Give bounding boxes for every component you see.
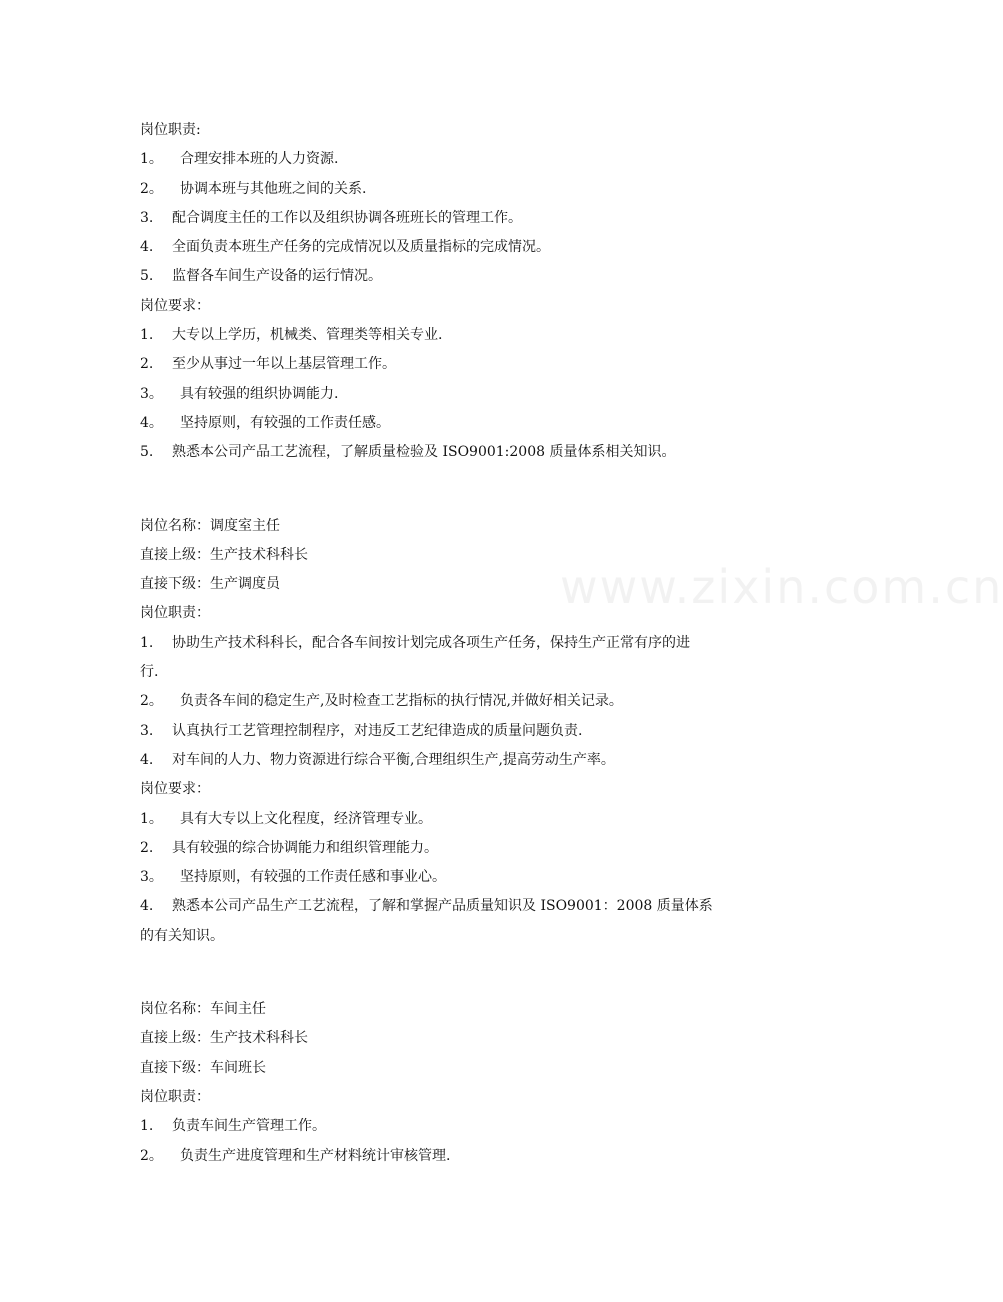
item-number: 4. xyxy=(140,751,154,768)
requirement-heading: 岗位要求： xyxy=(140,781,210,798)
item-text: 对车间的人力、物力资源进行综合平衡,合理组织生产,提高劳动生产率。 xyxy=(172,751,615,768)
item-text: 认真执行工艺管理控制程序，对违反工艺纪律造成的质量问题负责. xyxy=(172,722,583,739)
duty-heading: 岗位职责: xyxy=(140,122,201,138)
item-text-continued: 行. xyxy=(140,664,159,681)
item-number: 3。 xyxy=(140,385,163,402)
item-number: 2. xyxy=(140,839,154,856)
item-text: 监督各车间生产设备的运行情况。 xyxy=(172,268,382,285)
list-item xyxy=(140,262,780,291)
item-number: 1。 xyxy=(140,151,163,168)
item-text-continued: 的有关知识。 xyxy=(140,927,224,944)
item-text: 合理安排本班的人力资源. xyxy=(180,151,339,168)
item-text: 坚持原则，有较强的工作责任感和事业心。 xyxy=(180,869,446,886)
list-item xyxy=(140,863,780,892)
item-text: 熟悉本公司产品工艺流程，了解质量检验及 ISO9001:2008 质量体系相关知识。 xyxy=(172,444,676,461)
list-item xyxy=(140,175,780,204)
list-item xyxy=(140,1112,780,1141)
item-number: 1。 xyxy=(140,810,163,827)
item-number: 4. xyxy=(140,898,154,915)
direct-subordinate: 直接下级：生产调度员 xyxy=(140,576,280,593)
item-text: 坚持原则，有较强的工作责任感。 xyxy=(180,414,390,431)
item-text: 协调本班与其他班之间的关系. xyxy=(180,180,367,197)
item-number: 3. xyxy=(140,209,154,226)
duty-heading: 岗位职责： xyxy=(140,605,210,622)
list-item xyxy=(140,834,780,863)
list-item xyxy=(140,892,780,921)
duty-heading: 岗位职责： xyxy=(140,1088,210,1105)
item-number: 1. xyxy=(140,327,154,344)
item-text: 至少从事过一年以上基层管理工作。 xyxy=(172,356,396,373)
list-item xyxy=(140,409,780,438)
item-number: 3。 xyxy=(140,869,163,886)
list-item xyxy=(140,145,780,174)
item-text: 具有大专以上文化程度，经济管理专业。 xyxy=(180,810,432,827)
item-number: 1. xyxy=(140,1118,154,1135)
document-body xyxy=(140,116,780,1171)
position-title: 岗位名称：调度室主任 xyxy=(140,517,280,534)
list-item xyxy=(140,204,780,233)
list-item xyxy=(140,629,780,658)
list-item xyxy=(140,805,780,834)
item-number: 4。 xyxy=(140,414,163,431)
position-title: 岗位名称：车间主任 xyxy=(140,1001,266,1018)
item-text: 具有较强的组织协调能力. xyxy=(180,385,339,402)
list-item xyxy=(140,380,780,409)
item-text: 大专以上学历，机械类、管理类等相关专业. xyxy=(172,327,443,344)
item-text: 负责各车间的稳定生产,及时检查工艺指标的执行情况,并做好相关记录。 xyxy=(180,693,623,710)
list-item xyxy=(140,746,780,775)
item-number: 2。 xyxy=(140,1147,163,1164)
direct-superior: 直接上级：生产技术科科长 xyxy=(140,1030,308,1047)
item-number: 5. xyxy=(140,444,154,461)
list-item xyxy=(140,321,780,350)
item-number: 4. xyxy=(140,239,154,256)
list-item xyxy=(140,233,780,262)
direct-superior: 直接上级：生产技术科科长 xyxy=(140,546,308,563)
direct-subordinate: 直接下级：车间班长 xyxy=(140,1059,266,1076)
list-item xyxy=(140,438,780,467)
list-item xyxy=(140,687,780,716)
item-number: 2。 xyxy=(140,180,163,197)
list-item xyxy=(140,350,780,379)
list-item xyxy=(140,1142,780,1171)
requirement-heading: 岗位要求： xyxy=(140,297,210,314)
item-text: 配合调度主任的工作以及组织协调各班班长的管理工作。 xyxy=(172,209,522,226)
item-number: 2. xyxy=(140,356,154,373)
item-text: 负责生产进度管理和生产材料统计审核管理. xyxy=(180,1147,451,1164)
watermark: www.zixin.com.cn xyxy=(560,560,1003,614)
item-number: 1. xyxy=(140,634,154,651)
item-text: 具有较强的综合协调能力和组织管理能力。 xyxy=(172,839,438,856)
item-number: 3. xyxy=(140,722,154,739)
item-text: 全面负责本班生产任务的完成情况以及质量指标的完成情况。 xyxy=(172,239,550,256)
item-text: 负责车间生产管理工作。 xyxy=(172,1118,326,1135)
item-text: 熟悉本公司产品生产工艺流程，了解和掌握产品质量知识及 ISO9001：2008 质量体系 xyxy=(172,898,713,915)
item-text: 协助生产技术科科长，配合各车间按计划完成各项生产任务，保持生产正常有序的进 xyxy=(172,634,690,651)
item-number: 5. xyxy=(140,268,154,285)
item-number: 2。 xyxy=(140,693,163,710)
list-item xyxy=(140,717,780,746)
